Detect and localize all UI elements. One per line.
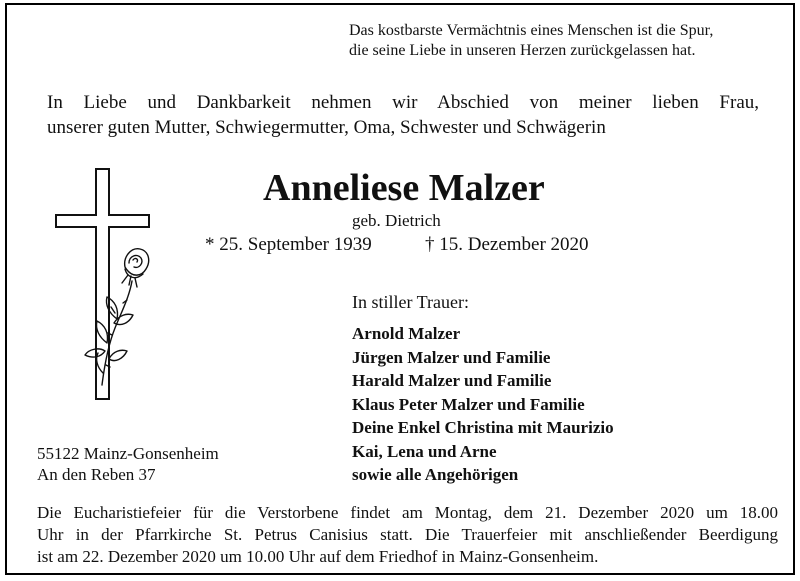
deceased-name: Anneliese Malzer <box>263 167 545 209</box>
intro-line: In Liebe und Dankbarkeit nehmen wir Abschied von meiner lieben Frau, <box>47 92 759 113</box>
service-announcement <box>37 502 778 568</box>
intro-line: unserer guten Mutter, Schwiegermutter, Oma, Schwester und Schwägerin <box>47 117 606 138</box>
list-item: Arnold Malzer <box>352 324 461 343</box>
service-line: Die Eucharistiefeier für die Verstorbene findet am Montag, dem 21. Dezember 2020 um 18.00 <box>37 503 778 522</box>
memorial-quote <box>349 21 713 61</box>
list-item: Jürgen Malzer und Familie <box>352 347 551 367</box>
quote-line: Das kostbarste Vermächtnis eines Menschen ist die Spur, <box>349 22 714 39</box>
mourners-list <box>352 322 614 487</box>
address-city: 55122 Mainz-Gonsenheim <box>37 444 219 463</box>
death-date: † 15. Dezember 2020 <box>425 234 589 255</box>
service-line: ist am 22. Dezember 2020 um 10.00 Uhr auf dem Friedhof in Mainz-Gonsenheim. <box>37 547 599 566</box>
obituary-notice <box>5 3 795 575</box>
cross-with-rose-icon <box>45 163 155 408</box>
mourning-heading: In stiller Trauer: <box>352 292 469 312</box>
list-item: sowie alle Angehörigen <box>352 465 519 484</box>
list-item: Klaus Peter Malzer und Familie <box>352 394 585 414</box>
list-item: Kai, Lena und Arne <box>352 441 497 461</box>
list-item: Deine Enkel Christina mit Maurizio <box>352 418 614 437</box>
list-item: Harald Malzer und Familie <box>352 371 552 390</box>
birth-date: * 25. September 1939 <box>205 234 372 255</box>
service-line: Uhr in der Pfarrkirche St. Petrus Canisius statt. Die Trauerfeier mit anschließender Beerdigung <box>37 525 778 544</box>
quote-line: die seine Liebe in unseren Herzen zurückgelassen hat. <box>349 42 696 59</box>
address-street: An den Reben 37 <box>37 465 156 484</box>
address-block <box>37 443 219 485</box>
birth-name: geb. Dietrich <box>352 211 441 230</box>
